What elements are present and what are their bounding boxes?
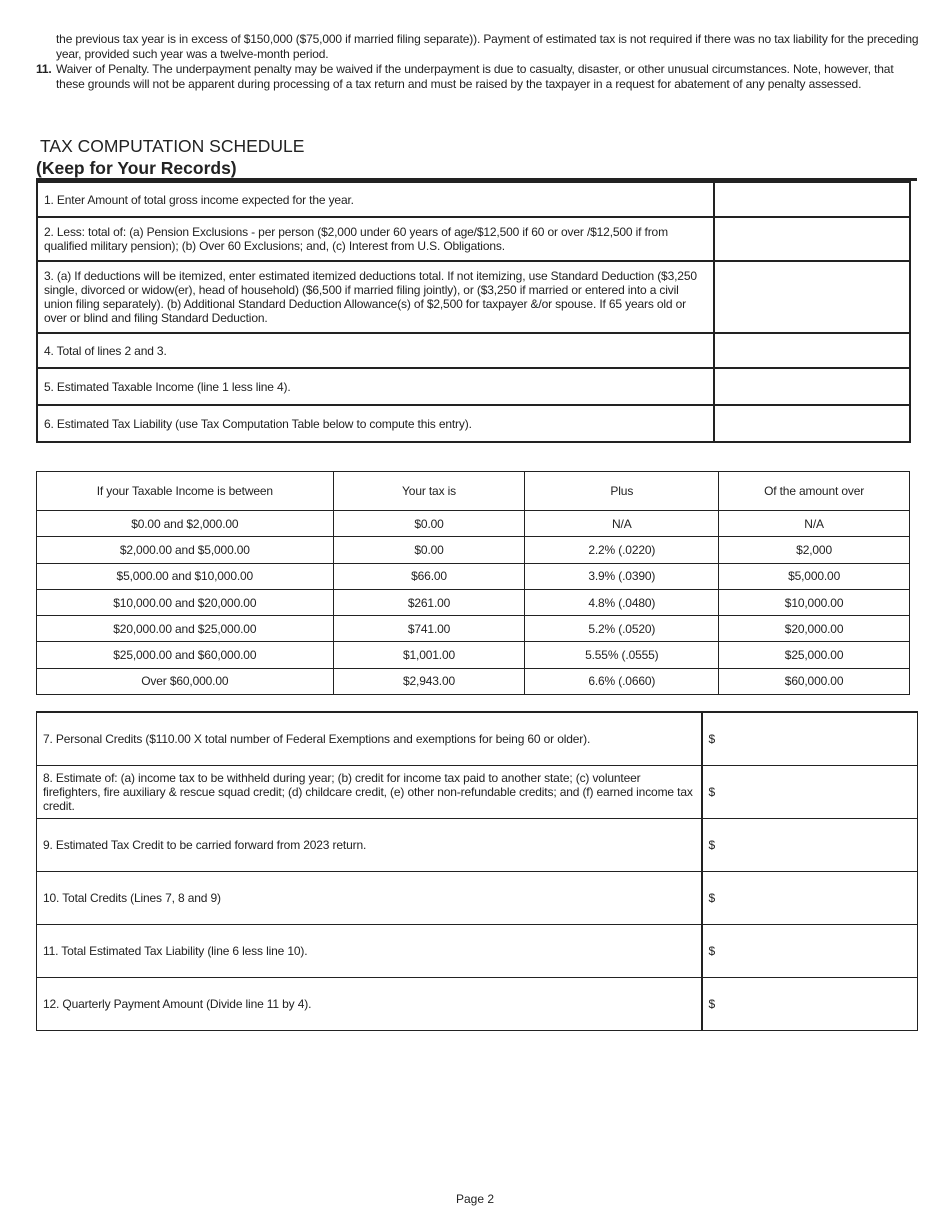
table-cell: 3.9% (.0390) [525, 563, 719, 589]
table-cell: $20,000.00 and $25,000.00 [37, 616, 334, 642]
line-6-input[interactable] [714, 405, 910, 442]
table-row [37, 712, 918, 765]
schedule-title: TAX COMPUTATION SCHEDULE [40, 136, 305, 156]
column-header: If your Taxable Income is between [37, 472, 334, 511]
table-row [37, 818, 918, 871]
item-number: 11. [36, 62, 52, 76]
page-number: Page 2 [455, 1192, 495, 1206]
line-label: 4. Total of lines 2 and 3. [37, 333, 714, 368]
line-5-input[interactable] [714, 368, 910, 405]
table-cell: $25,000.00 [719, 642, 910, 668]
table-cell: 5.55% (.0555) [525, 642, 719, 668]
line-label: 10. Total Credits (Lines 7, 8 and 9) [37, 871, 702, 924]
line-label: 11. Total Estimated Tax Liability (line 6 less line 10). [37, 924, 702, 977]
line-label: 9. Estimated Tax Credit to be carried forward from 2023 return. [37, 818, 702, 871]
table-cell: $741.00 [333, 616, 525, 642]
tax-rate-table [36, 471, 910, 695]
table-cell: 4.8% (.0480) [525, 589, 719, 615]
item-text: Waiver of Penalty. The underpayment penalty may be waived if the underpayment is due to casualty, disaster, or other unusual circumstances. Note, however, that these grounds will not be apparent during processing of a tax return and must be raised by the taxpayer in a request for abatement of any penalty assessed. [56, 62, 894, 91]
schedule-subtitle: (Keep for Your Records) [36, 158, 237, 178]
credits-table [36, 711, 918, 1031]
table-row [37, 563, 910, 589]
table-cell: $0.00 [333, 537, 525, 563]
table-cell: $10,000.00 [719, 589, 910, 615]
line-label: 8. Estimate of: (a) income tax to be withheld during year; (b) credit for income tax paid to another state; (c) volunteer firefighters, fire auxiliary & rescue squad credit; (d) childcare credit, (e) other non-refundable credits; and (f) earned income tax credit. [37, 765, 702, 818]
table-row [37, 537, 910, 563]
table-cell: $2,943.00 [333, 668, 525, 694]
line-9-amount-input[interactable]: $ [702, 818, 918, 871]
table-cell: $2,000 [719, 537, 910, 563]
table-row [37, 977, 918, 1030]
table-row [37, 333, 910, 368]
table-row [37, 217, 910, 261]
line-label: 6. Estimated Tax Liability (use Tax Computation Table below to compute this entry). [37, 405, 714, 442]
table-cell: $5,000.00 [719, 563, 910, 589]
table-row [37, 668, 910, 694]
line-8-amount-input[interactable]: $ [702, 765, 918, 818]
table-cell: $66.00 [333, 563, 525, 589]
table-cell: 5.2% (.0520) [525, 616, 719, 642]
table-cell: $0.00 and $2,000.00 [37, 511, 334, 537]
table-row [37, 261, 910, 333]
table-cell: N/A [719, 511, 910, 537]
table-cell: $5,000.00 and $10,000.00 [37, 563, 334, 589]
tax-computation-schedule-table [36, 181, 911, 443]
line-4-input[interactable] [714, 333, 910, 368]
table-cell: $60,000.00 [719, 668, 910, 694]
line-7-amount-input[interactable]: $ [702, 712, 918, 765]
line-label: 12. Quarterly Payment Amount (Divide line 11 by 4). [37, 977, 702, 1030]
line-11-amount-input[interactable]: $ [702, 924, 918, 977]
table-cell: $2,000.00 and $5,000.00 [37, 537, 334, 563]
instruction-item-11 [36, 62, 920, 92]
table-row [37, 924, 918, 977]
line-12-amount-input[interactable]: $ [702, 977, 918, 1030]
table-header-row [37, 472, 910, 511]
line-label: 1. Enter Amount of total gross income expected for the year. [37, 182, 714, 217]
table-cell: $0.00 [333, 511, 525, 537]
line-2-input[interactable] [714, 217, 910, 261]
table-cell: $1,001.00 [333, 642, 525, 668]
table-row [37, 765, 918, 818]
table-cell: Over $60,000.00 [37, 668, 334, 694]
table-cell: $25,000.00 and $60,000.00 [37, 642, 334, 668]
column-header: Plus [525, 472, 719, 511]
line-1-input[interactable] [714, 182, 910, 217]
instruction-continuation: the previous tax year is in excess of $150,000 ($75,000 if married filing separate)). Payment of estimated tax is not required if there was no tax liability for the preceding year, provided such year was a twelve-month period. [56, 32, 919, 61]
line-10-amount-input[interactable]: $ [702, 871, 918, 924]
table-row [37, 182, 910, 217]
table-row [37, 616, 910, 642]
table-cell: $261.00 [333, 589, 525, 615]
line-label: 5. Estimated Taxable Income (line 1 less line 4). [37, 368, 714, 405]
table-row [37, 368, 910, 405]
table-cell: 6.6% (.0660) [525, 668, 719, 694]
column-header: Your tax is [333, 472, 525, 511]
instructions-text [36, 32, 920, 92]
table-row [37, 405, 910, 442]
table-cell: N/A [525, 511, 719, 537]
table-cell: $10,000.00 and $20,000.00 [37, 589, 334, 615]
table-cell: 2.2% (.0220) [525, 537, 719, 563]
line-label: 7. Personal Credits ($110.00 X total number of Federal Exemptions and exemptions for being 60 or older). [37, 712, 702, 765]
table-row [37, 642, 910, 668]
table-row [37, 589, 910, 615]
table-row [37, 871, 918, 924]
line-3-input[interactable] [714, 261, 910, 333]
table-row [37, 511, 910, 537]
line-label: 2. Less: total of: (a) Pension Exclusions - per person ($2,000 under 60 years of age/$12,500 if 60 or over /$12,500 if from qualified military pension); (b) Over 60 Exclusions; and, (c) Interest from U.S. Obligations. [37, 217, 714, 261]
line-label: 3. (a) If deductions will be itemized, enter estimated itemized deductions total. If not itemizing, use Standard Deduction ($3,250 single, divorced or widow(er), head of household) ($6,500 if married filing jointly), or ($3,250 if married or entered into a civil union filing separately). (b) Additional Standard Deduction Allowance(s) of $2,500 for taxpayer &/or spouse. If 65 years old or over or blind and filing Standard Deduction. [37, 261, 714, 333]
table-cell: $20,000.00 [719, 616, 910, 642]
column-header: Of the amount over [719, 472, 910, 511]
